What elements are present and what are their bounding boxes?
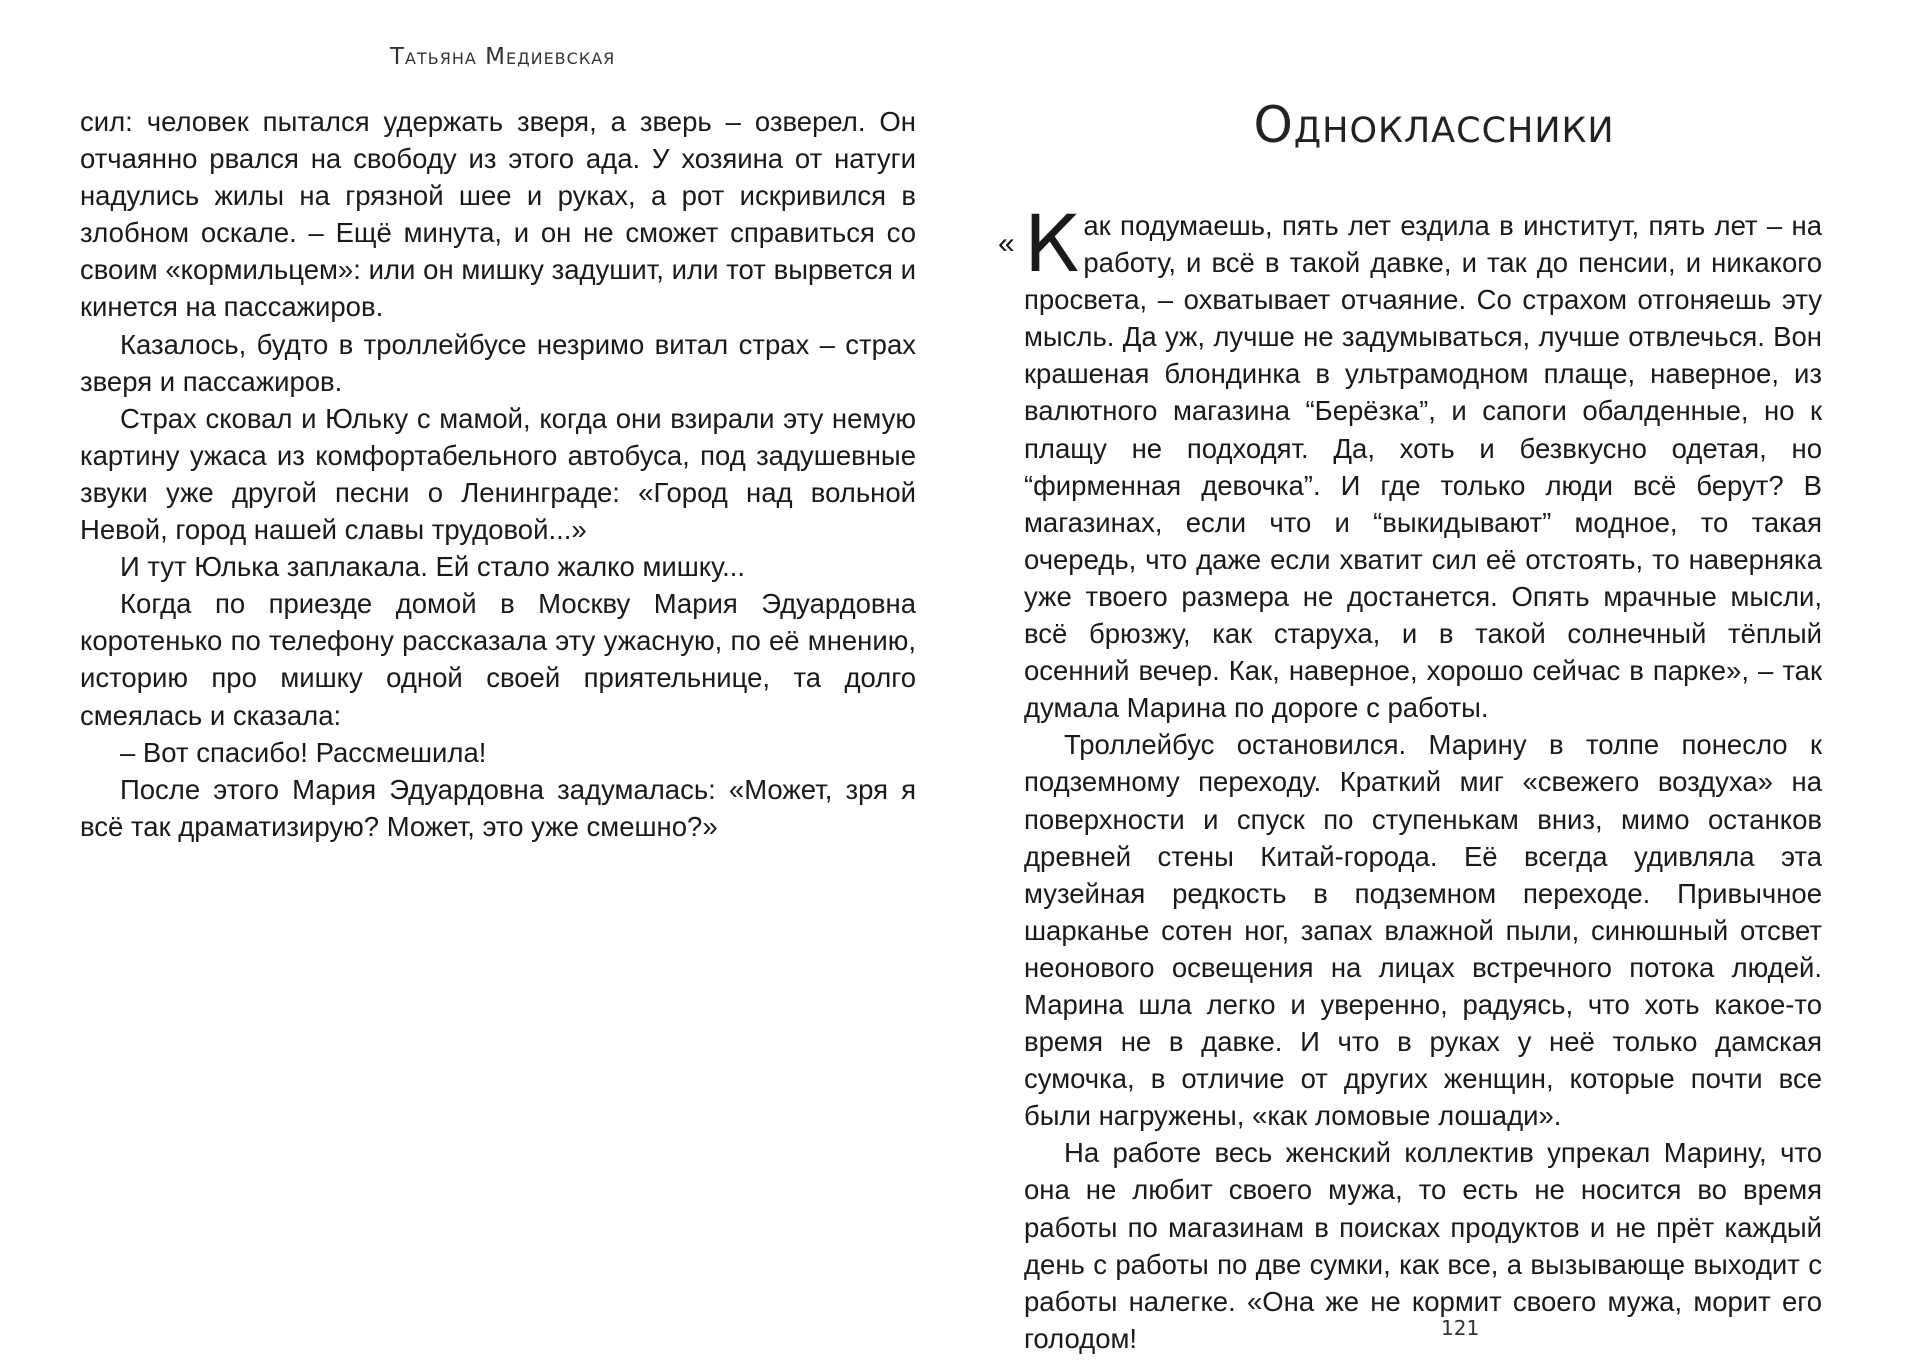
opening-quote-mark: « — [998, 227, 1015, 260]
left-text-column — [80, 103, 916, 845]
opening-paragraph-text: ак подумаешь, пять лет ездила в институт, пять лет – на работу, и всё в такой давке, и так до пенсии, и никакого просвета, – охватывает отчаяние. Со страхом отгоняешь эту мысль. Да уж, лучше не задумываться, лучше отвлечься. Вон крашеная блондинка в ультрамодном плаще, наверное, из валютного магазина “Берёзка”, и сапоги обалденные, но к плащу не подходят. Да, хоть и безвкусно одетая, но “фирменная девочка”. И где только люди всё берут? В магазинах, если что и “выкидывают” модное, то такая очередь, что даже если хватит сил её отстоять, то наверняка уже твоего размера не достанется. Опять мрачные мысли, всё брюзжу, как старуха, и в такой солнечный тёплый осенний вечер. Как, наверное, хорошо сейчас в парке», – так думала Марина по дороге с работы. — [1024, 210, 1822, 724]
paragraph: сил: человек пытался удержать зверя, а зверь – озверел. Он отчаянно рвался на свободу из этого ада. У хозяина от натуги надулись жилы на грязной шее и руках, а рот искривился в злобном оскале. – Ещё минута, и он не сможет справиться со своим «кормильцем»: или он мишку задушит, или тот вырвется и кинется на пассажиров. — [80, 106, 916, 323]
page-number: 121 — [1441, 1316, 1480, 1340]
paragraph: Страх сковал и Юльку с мамой, когда они взирали эту немую картину ужаса из комфортабельного автобуса, под задушевные звуки уже другой песни о Ленинграде: «Город над вольной Невой, город нашей славы трудовой...» — [80, 402, 916, 546]
paragraph: И тут Юлька заплакала. Ей стало жалко мишку... — [120, 551, 746, 583]
right-text-column — [998, 200, 1822, 1357]
running-head-author: Татьяна Медиевская — [390, 44, 616, 70]
paragraph: Казалось, будто в троллейбусе незримо витал страх – страх зверя и пассажиров. — [80, 328, 916, 397]
chapter-title: Одноклассники — [1253, 96, 1615, 154]
paragraph: – Вот спасибо! Рассмешила! — [120, 736, 487, 768]
right-page — [956, 0, 1912, 1364]
paragraph: Троллейбус остановился. Марину в толпе понесло к подземному переходу. Краткий миг «свежего воздуха» на поверхности и спуск по ступенькам вниз, мимо останков древней стены Китай-города. Её всегда удивляла эта музейная редкость в подземном переходе. Привычное шарканье сотен ног, запах влажной пыли, синюшный отсвет неонового освещения на лицах встречного потока людей. Марина шла легко и уверенно, радуясь, что хоть какое-то время не в давке. И что в руках у неё только дамская сумочка, в отличие от других женщин, которые почти все были нагружены, «как ломовые лошади». — [1024, 729, 1822, 1132]
drop-cap: К — [1024, 200, 1080, 290]
paragraph: На работе весь женский коллектив упрекал Марину, что она не любит своего мужа, то есть не носится во время работы по магазинам в поисках продуктов и не прёт каждый день с работы по две сумки, как все, а вызывающе выходит с работы налегке. «Она же не кормит своего мужа, морит его голодом! — [1024, 1137, 1822, 1354]
paragraph: Когда по приезде домой в Москву Мария Эдуардовна коротенько по телефону рассказала эту ужасную, по её мнению, историю про мишку одной своей приятельнице, та долго смеялась и сказала: — [80, 588, 916, 731]
opening-paragraph — [998, 200, 1822, 726]
paragraph: После этого Мария Эдуардовна задумалась: «Может, зря я всё так драматизирую? Может, это уже смешно?» — [80, 773, 916, 842]
